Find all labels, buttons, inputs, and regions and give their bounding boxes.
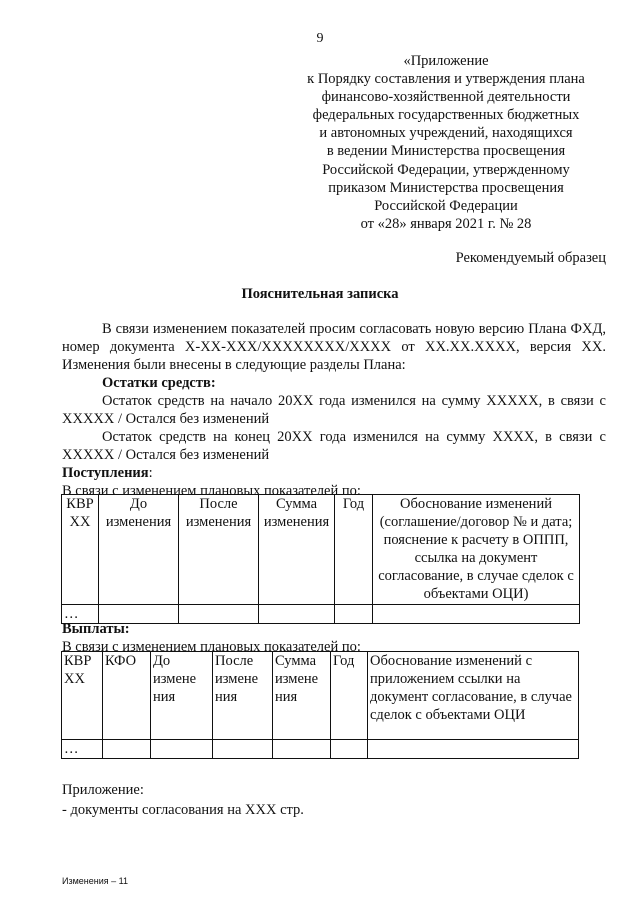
body-text (62, 320, 606, 500)
appendix-header-line: в ведении Министерства просвещения (326, 143, 566, 160)
header-cell: Обоснование изменений с приложением ссылки на документ согласование, в случае сделок с объектами ОЦИ (368, 652, 579, 740)
page-number: 9 (316, 31, 324, 46)
receipts-table (61, 494, 580, 624)
header-cell: После изменения (179, 495, 259, 605)
table-header-row (62, 652, 579, 740)
appendix-header-line: федеральных государственных бюджетных (312, 107, 580, 124)
header-cell: До измене ния (151, 652, 213, 740)
payments-subtitle: В связи с изменением плановых показателей по: (62, 639, 361, 655)
table-cell (151, 740, 213, 759)
appendix-header-line: и автономных учреждений, находящихся (319, 125, 573, 142)
appendix-header-line: от «28» января 2021 г. № 28 (360, 215, 532, 232)
header-cell: После измене ния (213, 652, 273, 740)
table-cell (368, 740, 579, 759)
balances-heading: Остатки средств: (102, 375, 216, 391)
header-cell: Год (331, 652, 368, 740)
appendix-header-line: Российской Федерации, утвержденному (322, 161, 570, 178)
document-title: Пояснительная записка (241, 286, 399, 302)
recommended-sample-label: Рекомендуемый образец (455, 250, 606, 266)
row-marker: … (62, 740, 103, 759)
appendix-header-line: «Приложение (403, 53, 489, 69)
receipts-heading-colon: : (148, 465, 153, 481)
attachment-heading: Приложение: (62, 782, 144, 798)
table-cell (331, 740, 368, 759)
header-cell: Сумма изменения (259, 495, 335, 605)
header-cell: До изменения (99, 495, 179, 605)
appendix-header-line: финансово-хозяйственной деятельности (321, 89, 571, 106)
receipts-subtitle: В связи с изменением плановых показателей по: (62, 483, 361, 499)
header-cell: Сумма измене ния (273, 652, 331, 740)
attachment-item: - документы согласования на ХХХ стр. (62, 802, 304, 818)
balance-end-paragraph: Остаток средств на конец 20ХХ года изменился на сумму ХХХХ, в связи с ХХХХХ / Остался без изменений (62, 429, 606, 463)
payments-heading: Выплаты: (62, 621, 130, 637)
receipts-heading: Поступления (62, 465, 149, 481)
header-cell: КВР ХХ (62, 652, 103, 740)
balance-start-paragraph: Остаток средств на начало 20ХХ года изменился на сумму ХХХХХ, в связи с ХХХХХ / Остался без изменений (62, 393, 606, 427)
appendix-header-line: к Порядку составления и утверждения плана (307, 71, 585, 88)
receipts-heading-row (62, 464, 606, 482)
table-cell (273, 740, 331, 759)
header-cell: Год (335, 495, 373, 605)
header-cell: КВР ХХ (62, 495, 99, 605)
appendix-header-line: Российской Федерации (374, 197, 518, 214)
table-row (62, 740, 579, 759)
intro-paragraph: В связи изменением показателей просим согласовать новую версию Плана ФХД, номер документа Х-ХХ-ХХХ/ХХХХХХХХ/ХХХХ от ХХ.ХХ.ХХХХ, версия ХХ. Изменения были внесены в следующие разделы Плана: (62, 321, 606, 373)
table-cell (103, 740, 151, 759)
header-cell: КФО (103, 652, 151, 740)
row-marker: … (62, 605, 99, 624)
attachment-block (62, 780, 304, 820)
payments-table (61, 651, 579, 759)
table-cell (213, 740, 273, 759)
footer-note: Изменения – 11 (62, 876, 128, 886)
appendix-header (296, 52, 596, 233)
appendix-header-line: приказом Министерства просвещения (328, 179, 564, 196)
header-cell: Обоснование изменений (соглашение/договор № и дата; пояснение к расчету в ОППП, ссылка на документ согласование, в случае сделок с объектами ОЦИ) (373, 495, 580, 605)
table-header-row (62, 495, 580, 605)
